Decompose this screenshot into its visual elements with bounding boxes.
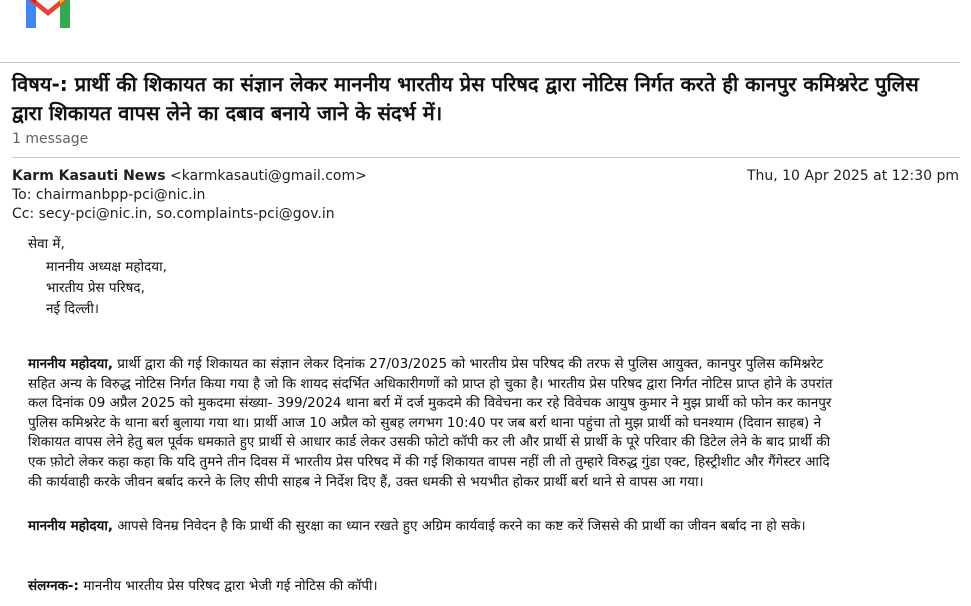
paragraph-line: पुलिस कमिश्नरेट के थाना बर्रा बुलाया गया था। प्रार्थी आज 10 अप्रैल को सुबह लगभग 10:40 पर जब बर्रा थाना पहुंचा तो मुझ प्रार्थी को घनश्याम (दिवान साहब) ने xyxy=(28,414,822,431)
paragraph-lead: माननीय महोदया, xyxy=(28,518,113,534)
paragraph-line xyxy=(28,355,958,375)
paragraph-line: एक फ़ोटो लेकर कहा कहा कि यदि तुमने तीन दिवस में भारतीय प्रेस परिषद में की गई शिकायत वापस नहीं ली तो तुम्हारे विरुद्ध गुंडा एक्ट, हिस्ट्रीशीट और गैंगेस्टर आदि xyxy=(28,453,830,470)
salutation: सेवा में, xyxy=(28,236,65,252)
body-paragraph-1 xyxy=(28,355,958,492)
gmail-logo-icon xyxy=(22,0,74,32)
enclosure-line xyxy=(28,577,958,597)
paragraph-text: प्रार्थी द्वारा की गई शिकायत का संज्ञान लेकर दिनांक 27/03/2025 को भारतीय प्रेस परिषद की तरफ से पुलिस आयुक्त, कानपुर पुलिस कमिश्नरेट xyxy=(112,356,824,372)
sender-line xyxy=(12,167,367,186)
address-line: भारतीय प्रेस परिषद, xyxy=(46,280,145,296)
enclosure-text: माननीय भारतीय प्रेस परिषद द्वारा भेजी गई नोटिस की कॉपी। xyxy=(78,578,378,594)
paragraph-text: आपसे विनम्र निवेदन है कि प्रार्थी की सुरक्षा का ध्यान रखते हुए अग्रिम कार्यवाई करने का कष्ट करें जिससे की प्रार्थी का जीवन बर्बाद ना हो सके। xyxy=(112,518,806,534)
address-line: माननीय अध्यक्ष महोदया, xyxy=(46,259,167,275)
paragraph-lead: माननीय महोदया, xyxy=(28,356,113,372)
message-count: 1 message xyxy=(12,131,89,147)
sender-email: <karmkasauti@gmail.com> xyxy=(170,168,367,184)
subject-divider xyxy=(12,157,960,158)
email-subject: विषय-: प्रार्थी की शिकायत का संज्ञान लेकर माननीय भारतीय प्रेस परिषद द्वारा नोटिस निर्गत करते ही कानपुर कमिश्नरेट पुलिस द्वारा शिकायत वापस लेने का दबाव बनाये जाने के संदर्भ में। xyxy=(12,72,919,125)
enclosure-label: संलग्नक-: xyxy=(28,578,79,594)
paragraph-line: कल दिनांक 09 अप्रैल 2025 को मुकदमा संख्या- 399/2024 थाना बर्रा में दर्ज मुकदमे की विवेचना कर रहे विवेचक आयुष कुमार ने मुझ प्रार्थी को फोन कर कानपुर xyxy=(28,395,832,412)
sender-name[interactable]: Karm Kasauti News xyxy=(12,168,166,184)
email-date: Thu, 10 Apr 2025 at 12:30 pm xyxy=(746,168,959,184)
body-paragraph-2 xyxy=(28,517,958,537)
to-line: To: chairmanbpp-pci@nic.in xyxy=(12,187,206,203)
header-divider xyxy=(0,62,960,63)
paragraph-line: सहित अन्य के विरुद्ध नोटिस निर्गत किया गया है जो कि शायद संदर्भित अधिकारीगणों को प्राप्त हो चुका है। भारतीय प्रेस परिषद द्वारा निर्गत नोटिस प्राप्त होने के उपरांत xyxy=(28,375,833,392)
address-line: नई दिल्ली। xyxy=(46,301,99,317)
paragraph-line: शिकायत वापस लेने हेतु बल पूर्वक धमकाते हुए प्रार्थी से आधार कार्ड लेकर उसकी फोटो कॉपी कर ली और प्रार्थी से प्रार्थी के पूरे परिवार की डिटेल लेने के बाद प्रार्थी की xyxy=(28,434,831,451)
paragraph-line: की कार्यवाही करके जीवन बर्बाद करने के लिए सीपी साहब ने निर्देश दिए हैं, उक्त धमकी से भयभीत होकर प्रार्थी बर्रा थाने से वापस आ गया। xyxy=(28,473,704,490)
cc-line: Cc: secy-pci@nic.in, so.complaints-pci@gov.in xyxy=(12,206,335,222)
